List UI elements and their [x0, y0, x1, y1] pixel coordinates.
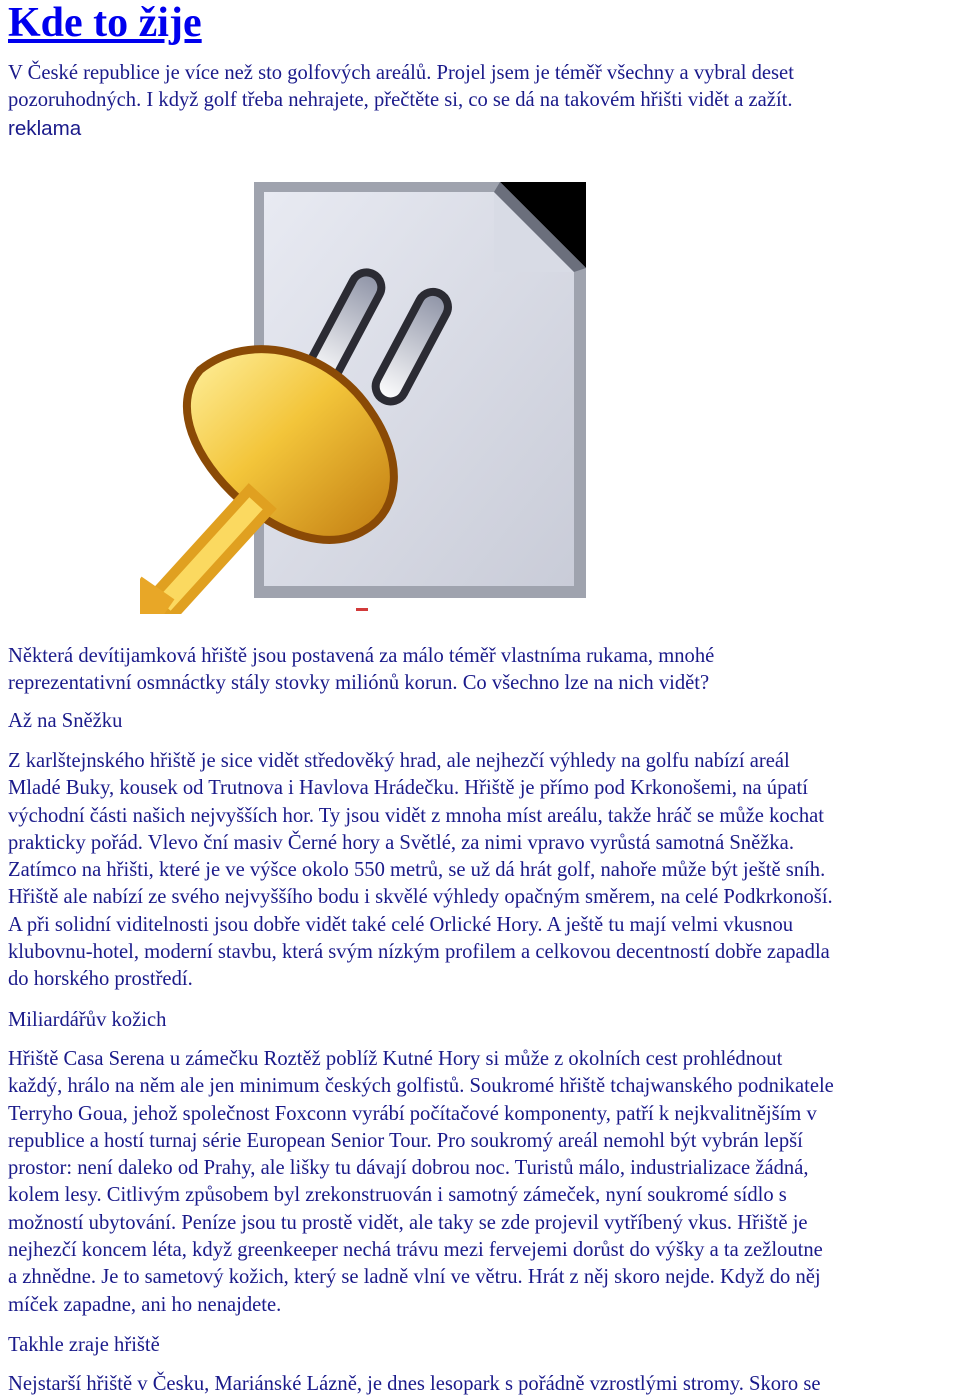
intro-line: reprezentativní osmnáctky stály stovky miliónů korun. Co všechno lze na nich vidět?	[8, 672, 710, 695]
body-line: Z karlštejnského hřiště je sice vidět středověký hrad, ale nejhezčí výhledy na golfu nabízí areál	[8, 750, 790, 772]
section-heading	[8, 708, 960, 735]
body-line: Nejstarší hřiště v Česku, Mariánské Lázně, je dnes lesopark s pořádně vzrostlými stromy. Skoro se	[8, 1373, 821, 1395]
lead-line: pozoruhodných. I když golf třeba nehrajete, přečtěte si, co se dá na takovém hřišti vidět a zažít.	[8, 89, 793, 112]
body-line: východní části našich nejvyšších hor. Ty jsou vidět z mnoha míst areálu, takže hráč se může kochat	[8, 804, 824, 827]
lead-paragraph	[8, 60, 960, 115]
body-line: nejhezčí koncem léta, když greenkeeper nechá trávu mezi fervejemi dorůst do výšky a ta zežloutne	[8, 1239, 823, 1262]
body-line: Terryho Goua, jehož společnost Foxconn vyrábí počítačové komponenty, patří k nejkvalitnějším v	[8, 1102, 817, 1125]
section-heading-text: Až na Sněžku	[8, 710, 123, 732]
body-line: Zatímco na hřišti, které je ve výšce okolo 550 metrů, se už dá hrát golf, nahoře může být ještě sníh.	[8, 859, 826, 882]
lead-line: V České republice je více než sto golfových areálů. Projel jsem je téměř všechny a vybral deset	[8, 62, 794, 84]
missing-plugin-icon[interactable]	[140, 180, 586, 614]
body-line: do horského prostředí.	[8, 968, 193, 991]
section-heading-text: Takhle zraje hřiště	[8, 1334, 160, 1356]
body-line: kolem lesy. Citlivým způsobem byl zrekonstruován i samotný zámeček, nyní soukromé sídlo s	[8, 1184, 787, 1207]
section-heading	[8, 1332, 960, 1359]
section-heading	[8, 1007, 960, 1034]
ad-label-text: reklama	[8, 117, 82, 140]
body-line: a zhnědne. Je to sametový kožich, který se ladně vlní ve větru. Hrát z něj skoro nejde. Když do něj	[8, 1266, 821, 1289]
body-line: A při solidní viditelnosti jsou dobře vidět také celé Orlické Hory. A ještě tu mají velmi vkusnou	[8, 913, 794, 936]
section-body	[8, 1046, 960, 1319]
body-line: Hřiště Casa Serena u zámečku Roztěž poblíž Kutné Hory si může z okolních cest prohlédnout	[8, 1048, 783, 1070]
ad-label	[8, 115, 960, 142]
body-line: klubovnu-hotel, moderní stavbu, která svým nízkým profilem a celkovou decentností dobře zapadla	[8, 941, 830, 964]
intro-paragraph	[8, 643, 960, 698]
article-title[interactable]	[8, 0, 202, 46]
body-line: Hřiště ale nabízí ze svého nejvyššího bodu i skvělé výhledy opačným směrem, na celé Podkrkonoší.	[8, 886, 833, 909]
body-line: každý, hrálo na něm ale jen minimum českých golfistů. Soukromé hřiště tchajwanského podnikatele	[8, 1075, 834, 1098]
body-line: prostor: není daleko od Prahy, ale lišky tu dávají dobrou noc. Turistů málo, industrializace žádná,	[8, 1157, 809, 1180]
intro-line: Některá devítijamková hřiště jsou postavená za málo téměř vlastníma rukama, mnohé	[8, 645, 715, 667]
article-title-link[interactable]: Kde to žije	[8, 0, 202, 46]
section-heading-text: Miliardářův kožich	[8, 1009, 167, 1031]
body-line: Mladé Buky, kousek od Trutnova i Havlova Hrádečku. Hřiště je přímo pod Krkonošemi, na úpatí	[8, 777, 808, 800]
body-line: míček zapadne, ani ho nenajdete.	[8, 1293, 282, 1316]
body-line: prakticky pořád. Vlevo ční masiv Černé hory a Světlé, za nimi vpravo vyrůstá samotná Sněžka.	[8, 831, 794, 854]
body-line: možností ubytování. Peníze jsou tu prostě vidět, ale taky se zde projevil vytříbený vkus. Hřiště je	[8, 1211, 808, 1234]
body-line: republice a hostí turnaj série European Senior Tour. Pro soukromý areál nemohl být vybrán lepší	[8, 1129, 803, 1152]
section-body	[8, 748, 960, 994]
section-body	[8, 1371, 960, 1398]
